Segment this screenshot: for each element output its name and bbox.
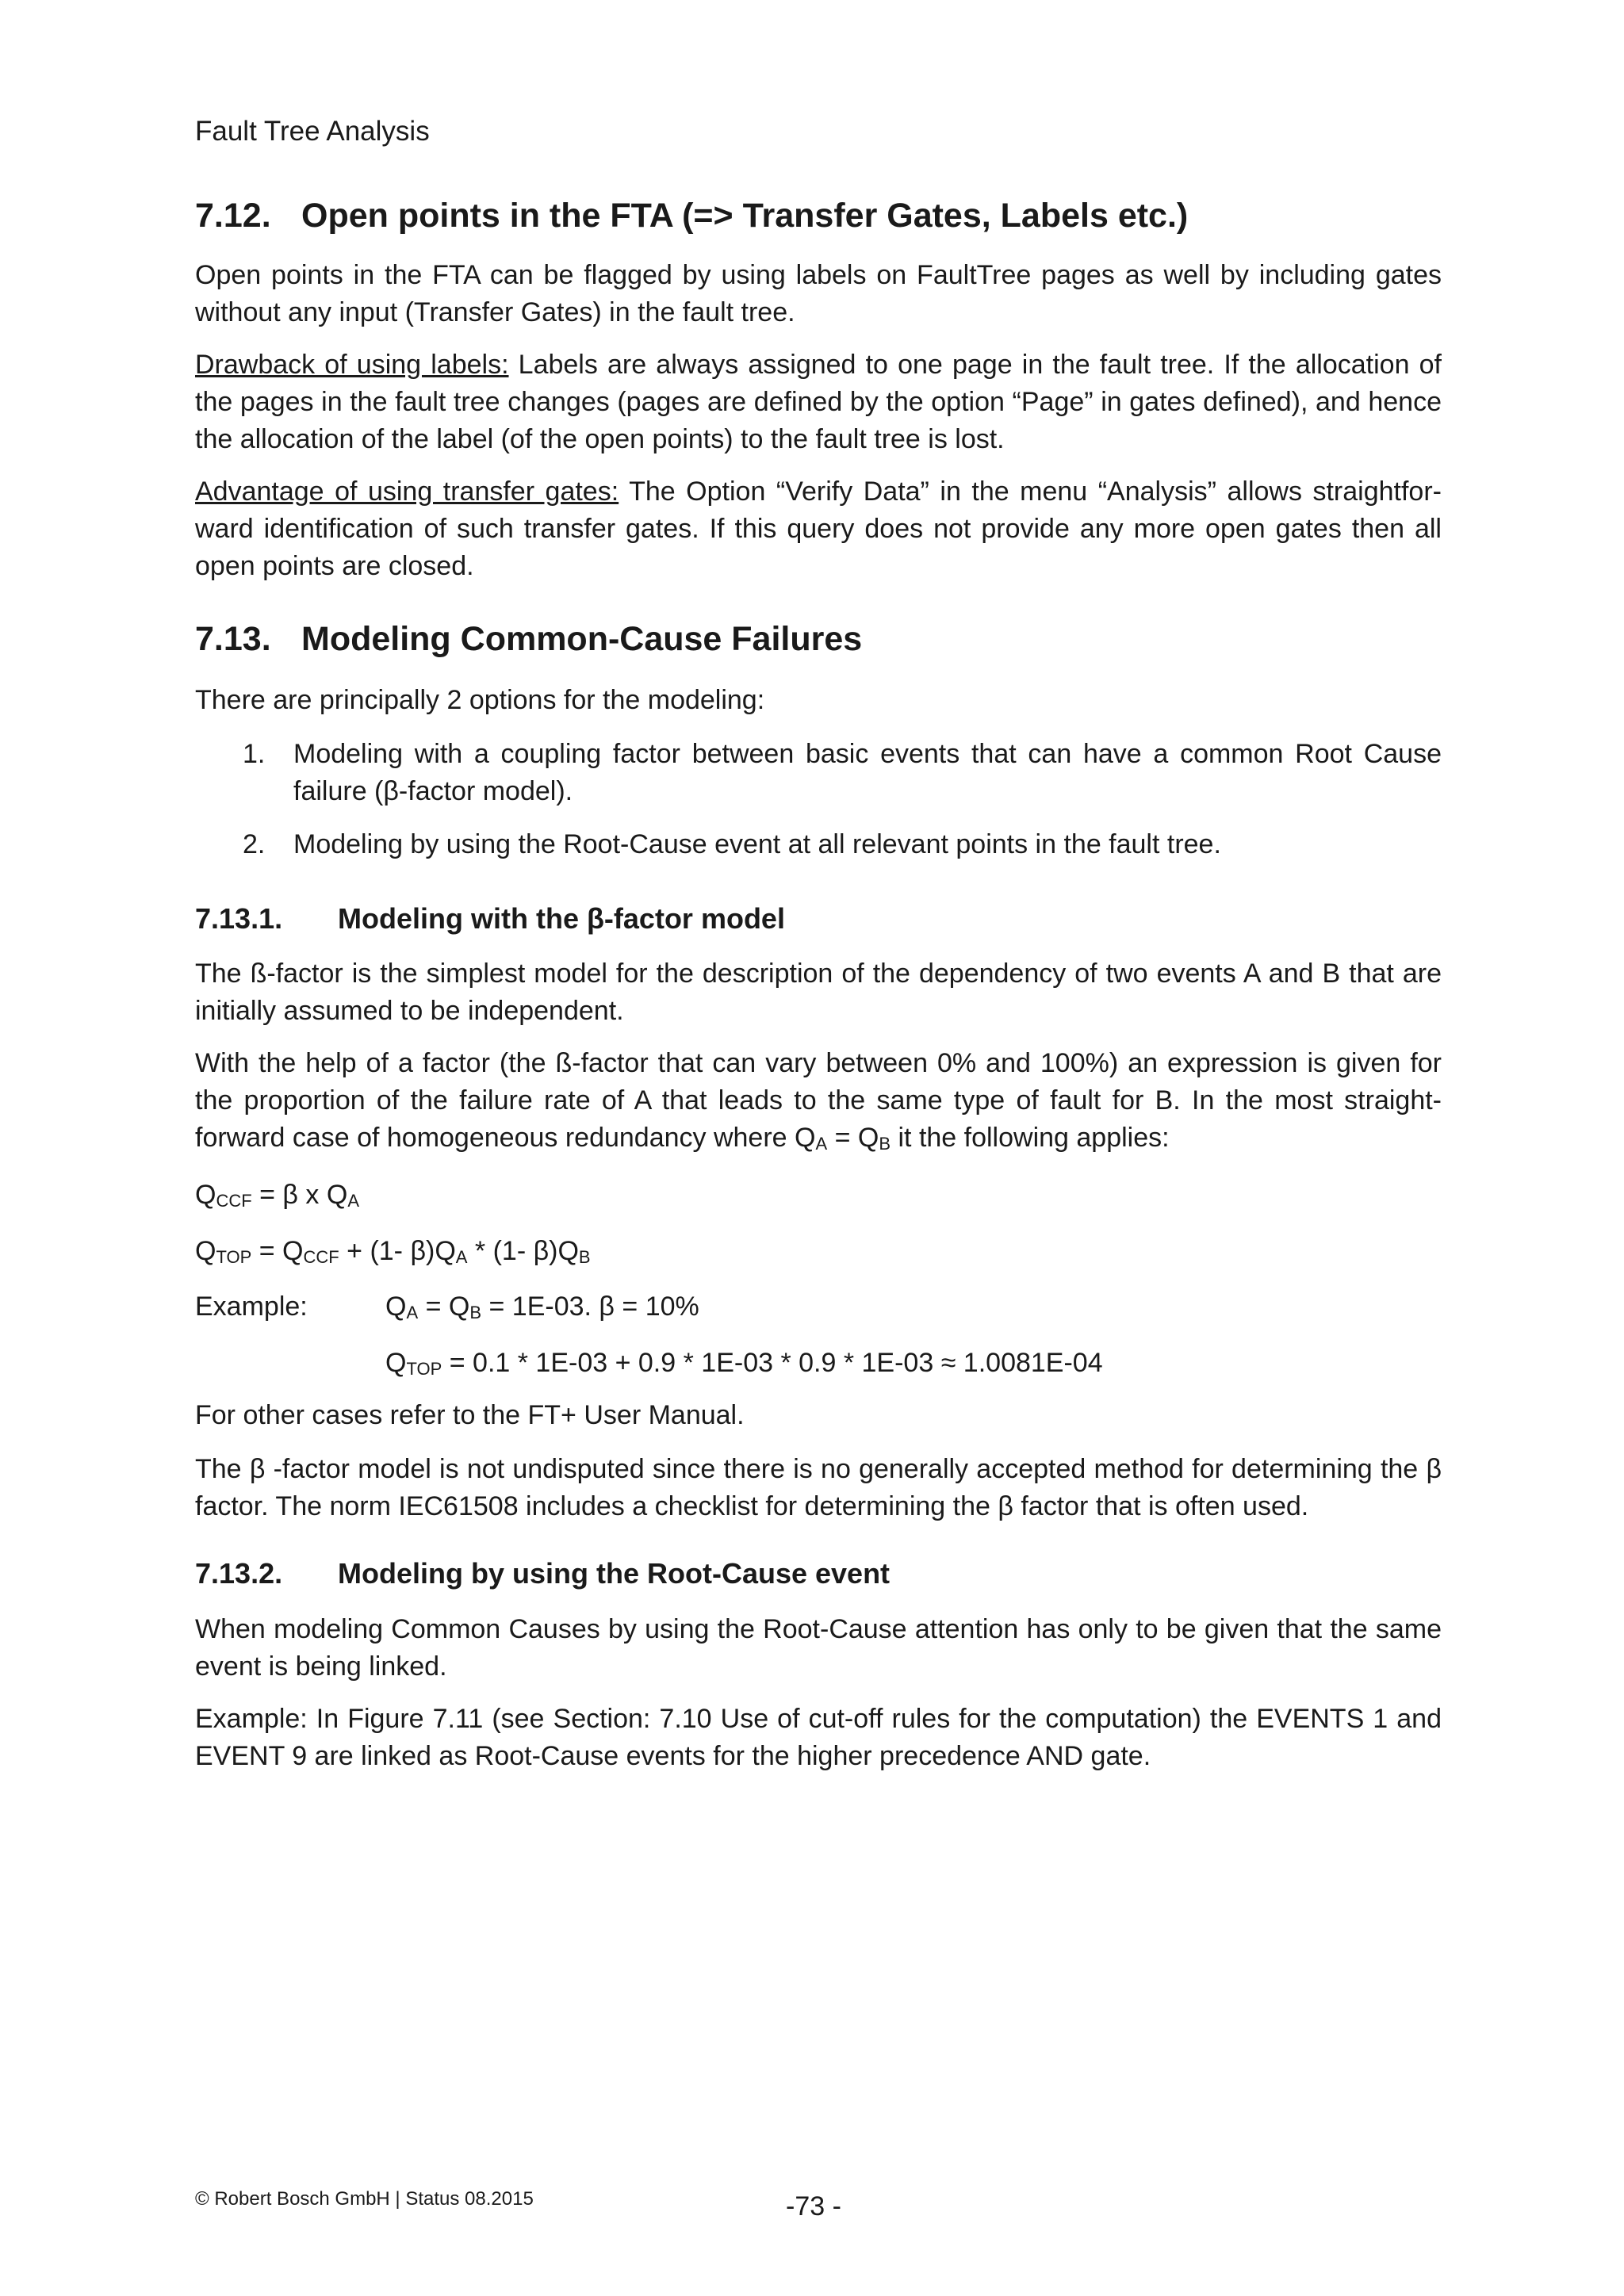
- subscript: A: [455, 1247, 468, 1267]
- paragraph-text: Labels are always assigned to one page in the fault tree. If the allocation of the pages in the fault tree changes (pages are defined by the option “Page” in gates defined), and hence the allocation of the label (of the open points) to the fault tree is lost.: [195, 350, 1442, 454]
- subscript: TOP: [406, 1359, 442, 1379]
- list-number: 1.: [243, 739, 266, 769]
- formula-qtop: [195, 1233, 591, 1276]
- subscript: CCF: [216, 1191, 252, 1211]
- page-number: -73 -: [786, 2191, 841, 2221]
- formula-text: Q: [195, 1180, 216, 1210]
- formula-text: = β x Q: [251, 1180, 348, 1210]
- formula-text: = Q: [251, 1236, 304, 1266]
- paragraph-text: it the following applies:: [891, 1123, 1170, 1153]
- paragraph-drawback: [195, 346, 1442, 458]
- paragraph: For other cases refer to the FT+ User Manual.: [195, 1400, 745, 1430]
- list-number: 2.: [243, 829, 266, 859]
- section-7-13-2-heading: [195, 1557, 890, 1590]
- paragraph-text: The Option “Verify Data” in the menu “Analysis” allows straightforward identification of such transfer gates. If this query does not provide any more open gates then all open points are closed.: [195, 476, 1442, 581]
- underlined-label: Drawback of using labels:: [195, 350, 509, 380]
- paragraph: Example: In Figure 7.11 (see Section: 7.10 Use of cut-off rules for the computation) the EVENTS 1 and EVENT 9 are linked as Root-Cause events for the higher precedence AND gate.: [195, 1704, 1442, 1771]
- example-line-2: [385, 1345, 1103, 1387]
- paragraph: The β -factor model is not undisputed since there is no generally accepted method for determining the β factor. The norm IEC61508 includes a checklist for determining the β factor that is often used.: [195, 1454, 1442, 1521]
- footer-copyright: © Robert Bosch GmbH | Status 08.2015: [195, 2188, 534, 2210]
- section-title: Open points in the FTA (=> Transfer Gates, Labels etc.): [301, 197, 1189, 235]
- section-number: 7.13.: [195, 620, 271, 658]
- section-number: 7.13.1.: [195, 902, 283, 935]
- subscript: B: [879, 1134, 891, 1154]
- subscript: B: [578, 1247, 591, 1267]
- underlined-label: Advantage of using transfer gates:: [195, 476, 619, 507]
- list-item: [243, 826, 1442, 863]
- formula-text: Q: [385, 1292, 407, 1322]
- formula-text: = 0.1 * 1E-03 + 0.9 * 1E-03 * 0.9 * 1E-03 ≈ 1.0081E-04: [442, 1348, 1103, 1378]
- formula-text: Q: [195, 1236, 216, 1266]
- paragraph: The ß-factor is the simplest model for the description of the dependency of two events A and B that are initially assumed to be independent.: [195, 959, 1442, 1026]
- formula-qccf: [195, 1177, 359, 1219]
- formula-text: * (1- β)Q: [467, 1236, 579, 1266]
- section-7-12-heading: [195, 197, 1188, 235]
- paragraph-text: = Q: [827, 1123, 879, 1153]
- section-title: Modeling by using the Root-Cause event: [338, 1557, 891, 1590]
- paragraph-text: With the help of a factor (the ß-factor that can vary between 0% and 100%) an expression is given for the proportion of the failure rate of A that leads to the same type of fault for B. In the most straightforward case of homogeneous redundancy where Q: [195, 1048, 1442, 1153]
- subscript: CCF: [303, 1247, 339, 1267]
- formula-text: = Q: [418, 1292, 470, 1322]
- list-text: Modeling with a coupling factor between basic events that can have a common Root Cause failure (β-factor model).: [293, 739, 1442, 806]
- paragraph-advantage: [195, 473, 1442, 585]
- subscript: A: [406, 1303, 419, 1322]
- subscript: B: [469, 1303, 482, 1322]
- section-7-13-heading: [195, 620, 862, 659]
- list-text: Modeling by using the Root-Cause event at all relevant points in the fault tree.: [293, 829, 1221, 859]
- formula-text: + (1- β)Q: [339, 1236, 456, 1266]
- paragraph: Open points in the FTA can be flagged by using labels on FaultTree pages as well by including gates without any input (Transfer Gates) in the fault tree.: [195, 260, 1442, 327]
- list-item: [243, 736, 1442, 810]
- section-title: Modeling Common-Cause Failures: [301, 620, 863, 658]
- paragraph: When modeling Common Causes by using the Root-Cause attention has only to be given that the same event is being linked.: [195, 1614, 1442, 1682]
- subscript: TOP: [216, 1247, 252, 1267]
- subscript: A: [815, 1134, 828, 1154]
- example-line-1: [195, 1288, 699, 1331]
- formula-text: = 1E-03. β = 10%: [481, 1292, 699, 1322]
- paragraph: [195, 1045, 1442, 1162]
- subscript: A: [347, 1191, 360, 1211]
- section-number: 7.13.2.: [195, 1557, 283, 1590]
- section-number: 7.12.: [195, 197, 271, 235]
- paragraph: There are principally 2 options for the modeling:: [195, 685, 765, 715]
- section-7-13-1-heading: [195, 902, 785, 936]
- running-header: Fault Tree Analysis: [195, 116, 430, 147]
- formula-text: Q: [385, 1348, 407, 1378]
- example-label: Example:: [195, 1292, 308, 1322]
- section-title: Modeling with the β-factor model: [338, 902, 785, 935]
